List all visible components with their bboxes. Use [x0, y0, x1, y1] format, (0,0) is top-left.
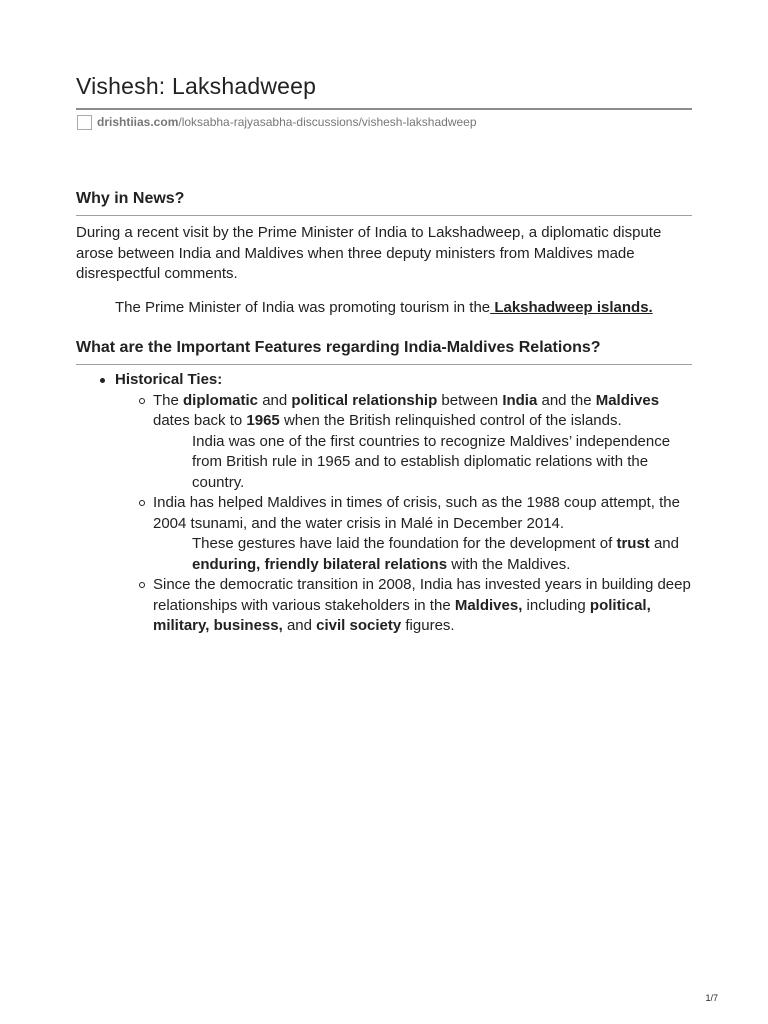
bold-run: India: [502, 391, 538, 409]
section-divider: [76, 364, 692, 365]
circle-bullet-icon: [139, 500, 145, 506]
text-run: and: [258, 391, 292, 409]
sub-sub-paragraph: [76, 534, 692, 575]
text-run: when the British relinquished control of the islands.: [279, 412, 622, 429]
favicon-icon: [77, 115, 92, 130]
text-run: figures.: [401, 617, 455, 634]
text-run: dates back to: [153, 412, 247, 429]
sub-list-item: [76, 493, 692, 534]
bold-run: civil society: [316, 617, 402, 634]
bold-run: diplomatic: [183, 391, 259, 409]
page-title: Vishesh: Lakshadweep: [76, 73, 317, 99]
page-number: 1/7: [705, 993, 718, 1003]
bold-run: political relationship: [291, 391, 438, 409]
title-divider: [76, 108, 692, 110]
text-run: India has helped Maldives in times of crisis, such as the 1988 coup attempt, the 2004 tsunami, and the water crisis in Malé in December 2014.: [153, 494, 680, 532]
features-list: [76, 370, 692, 637]
bold-run: trust: [616, 535, 650, 552]
bold-run: Maldives: [595, 391, 660, 409]
text-run: including: [522, 596, 590, 614]
source-path: /loksabha-rajyasabha-discussions/vishesh-lakshadweep: [178, 115, 477, 129]
circle-bullet-icon: [139, 582, 145, 588]
bold-run: Maldives,: [454, 596, 523, 614]
text-run: and: [282, 617, 317, 634]
sub-sub-paragraph: India was one of the first countries to recognize Maldives’ independence from British rule in 1965 and to establish diplomatic relations with the country.: [192, 432, 671, 491]
circle-bullet-icon: [139, 398, 145, 404]
text-run: with the Maldives.: [447, 555, 571, 573]
intro-paragraph: During a recent visit by the Prime Minister of India to Lakshadweep, a diplomatic dispute arose between India and Maldives when three deputy ministers from Maldives made disrespectful comments.: [76, 224, 662, 282]
text-run: between: [437, 391, 503, 409]
source-link[interactable]: [76, 114, 477, 130]
section-divider: [76, 215, 692, 216]
sub-list-item: [76, 575, 692, 637]
sub-list-item: [76, 391, 692, 432]
list-label: Historical Ties:: [115, 371, 223, 388]
tourism-note: [115, 298, 653, 319]
list-item-historical-ties: [76, 370, 692, 391]
section-heading-features: What are the Important Features regarding India-Maldives Relations?: [76, 339, 601, 356]
bold-run: political, military, business,: [153, 596, 651, 634]
text-run: and the: [537, 391, 596, 409]
bold-run: 1965: [246, 412, 280, 429]
text-run: and: [649, 535, 679, 552]
text-run: The: [153, 391, 184, 409]
section-heading-why-in-news: Why in News?: [76, 190, 185, 207]
bold-run: enduring, friendly bilateral relations: [192, 555, 448, 573]
text-run: Since the democratic transition in 2008, India has invested years in building deep relationships with various stakeholders in the: [153, 576, 691, 614]
lakshadweep-islands-link[interactable]: Lakshadweep islands.: [490, 299, 653, 316]
text-run: These gestures have laid the foundation for the development of: [192, 535, 617, 552]
note-text: The Prime Minister of India was promoting tourism in the: [115, 299, 491, 316]
source-domain: drishtiias.com: [97, 115, 179, 129]
bullet-icon: [100, 378, 105, 383]
